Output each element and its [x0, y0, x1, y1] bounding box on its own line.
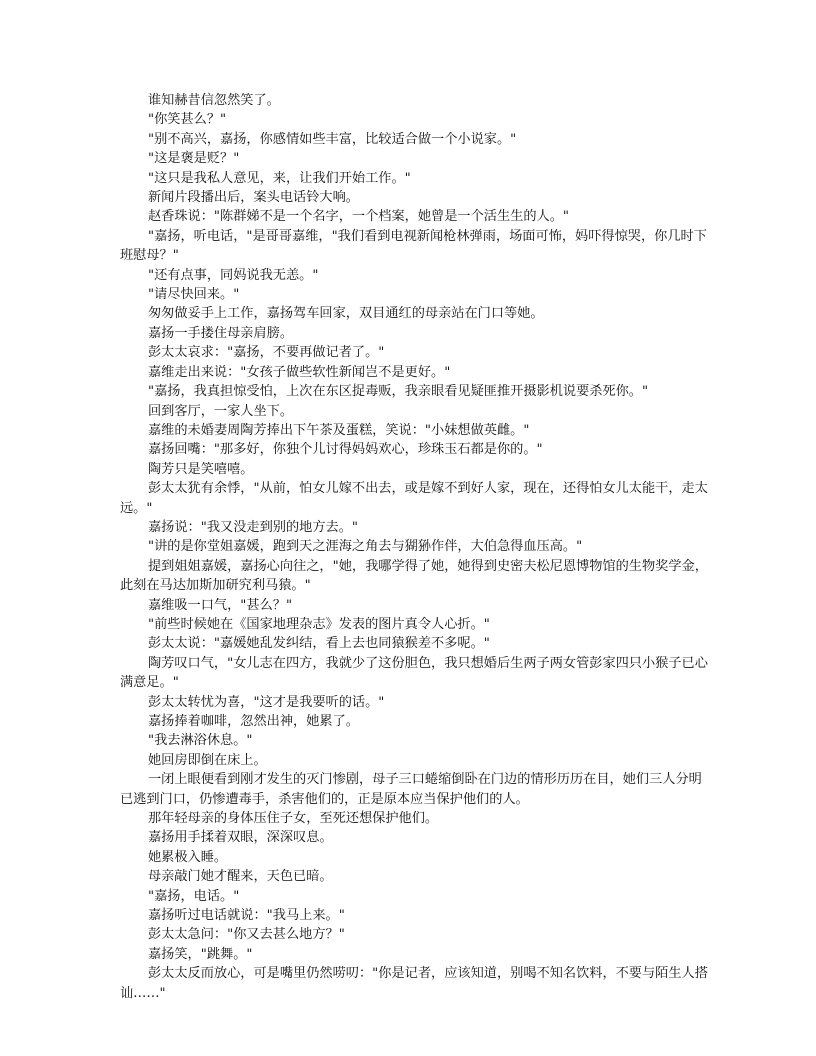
paragraph: 嘉扬捧着咖啡，忽然出神，她累了。 [148, 714, 359, 729]
paragraph: 那年轻母亲的身体压住子女，至死还想保护他们。 [148, 811, 439, 827]
paragraph: "前些时候她在《国家地理杂志》发表的图片真令人心折。" [148, 616, 490, 632]
paragraph: "还有点事，同妈说我无恙。" [148, 267, 319, 283]
paragraph: 提到姐姐嘉媛，嘉扬心向往之，"她，我哪学得了她，她得到史密夫松尼恩博物馆的生物奖学金，此刻在马达加斯加研究利马猿。" [120, 558, 708, 594]
paragraph: "这只是我私人意见，来，让我们开始工作。" [148, 170, 411, 186]
paragraph: 回到客厅，一家人坐下。 [148, 403, 294, 419]
paragraph: 嘉扬听过电话就说："我马上来。" [148, 908, 345, 924]
paragraph: "我去淋浴休息。" [148, 733, 253, 749]
paragraph: 她累极入睡。 [148, 849, 228, 865]
paragraph: "别不高兴，嘉扬，你感情如些丰富，比较适合做一个小说家。" [148, 131, 517, 147]
paragraph: "嘉扬，电话。" [148, 888, 240, 904]
paragraph: 彭太太急问："你又去甚么地方？" [148, 927, 345, 943]
paragraph: 嘉维走出来说："女孩子做些软性新闻岂不是更好。" [148, 364, 451, 380]
paragraph: 彭太太犹有余悸，"从前，怕女儿嫁不出去，或是嫁不到好人家，现在，还得怕女儿太能干，走太远。" [120, 481, 708, 516]
paragraph: 嘉扬说："我又没走到别的地方去。" [148, 519, 358, 535]
paragraph: 嘉维吸一口气，"甚么？" [148, 597, 293, 613]
paragraph: 彭太太反而放心，可是嘴里仍然唠叨："你是记者，应该知道，别喝不知名饮料，不要与陌生人搭讪……" [120, 966, 708, 1001]
paragraph: 谁知赫昔信忽然笑了。 [148, 93, 280, 108]
paragraph: 一闭上眼便看到刚才发生的灭门惨剧，母子三口蜷缩倒卧在门边的情形历历在目，她们三人分明已逃到门口，仍惨遭毒手，杀害他们的，正是原本应当保护他们的人。 [120, 772, 702, 807]
paragraph: 赵香珠说："陈群娣不是一个名字，一个档案，她曾是一个活生生的人。" [148, 209, 569, 225]
paragraph: 陶芳只是笑嘻嘻。 [148, 461, 254, 477]
paragraph: 彭太太转忧为喜，"这才是我要听的话。" [148, 694, 385, 710]
paragraph: "请尽快回来。" [148, 287, 240, 303]
paragraph: 彭太太说："嘉媛她乱发纠结，看上去也同猿猴差不多呢。" [148, 636, 490, 652]
paragraph: 嘉扬一手搂住母亲肩膀。 [148, 325, 294, 341]
paragraph: 嘉扬回嘴："那多好，你独个儿讨得妈妈欢心，珍珠玉石都是你的。" [148, 442, 543, 458]
paragraph: 嘉扬笑，"跳舞。" [148, 946, 253, 962]
paragraph: 嘉扬用手揉着双眼，深深叹息。 [148, 830, 333, 846]
paragraph: 嘉维的未婚妻周陶芳捧出下午茶及蛋糕，笑说："小妹想做英雌。" [148, 422, 530, 438]
paragraph: 陶芳叹口气，"女儿志在四方，我就少了这份胆色，我只想婚后生两子两女管彭家四只小猴子已心满意足。" [120, 655, 708, 691]
paragraph: 匆匆做妥手上工作，嘉扬驾车回家，双目通红的母亲站在门口等她。 [148, 306, 544, 322]
paragraph: "讲的是你堂姐嘉媛，跑到天之涯海之角去与猢狲作伴，大伯急得血压高。" [148, 539, 583, 555]
paragraph: "嘉扬，我真担惊受怕，上次在东区捉毒贩，我亲眼看见疑匪推开摄影机说要杀死你。" [148, 384, 649, 400]
paragraph: 彭太太哀求："嘉扬，不要再做记者了。" [148, 345, 385, 361]
paragraph: "你笑甚么？" [148, 112, 227, 128]
paragraph: "嘉扬，听电话，"是哥哥嘉维，"我们看到电视新闻枪林弹雨，场面可怖，妈吓得惊哭，你几时下班慰母？" [120, 228, 707, 264]
paragraph: 她回房即倒在床上。 [148, 752, 267, 768]
text-body [120, 91, 708, 1003]
paragraph: 母亲敲门她才醒来，天色已暗。 [148, 869, 333, 885]
paragraph: "这是褒是贬？" [148, 151, 240, 167]
paragraph: 新闻片段播出后，案头电话铃大响。 [148, 190, 359, 206]
